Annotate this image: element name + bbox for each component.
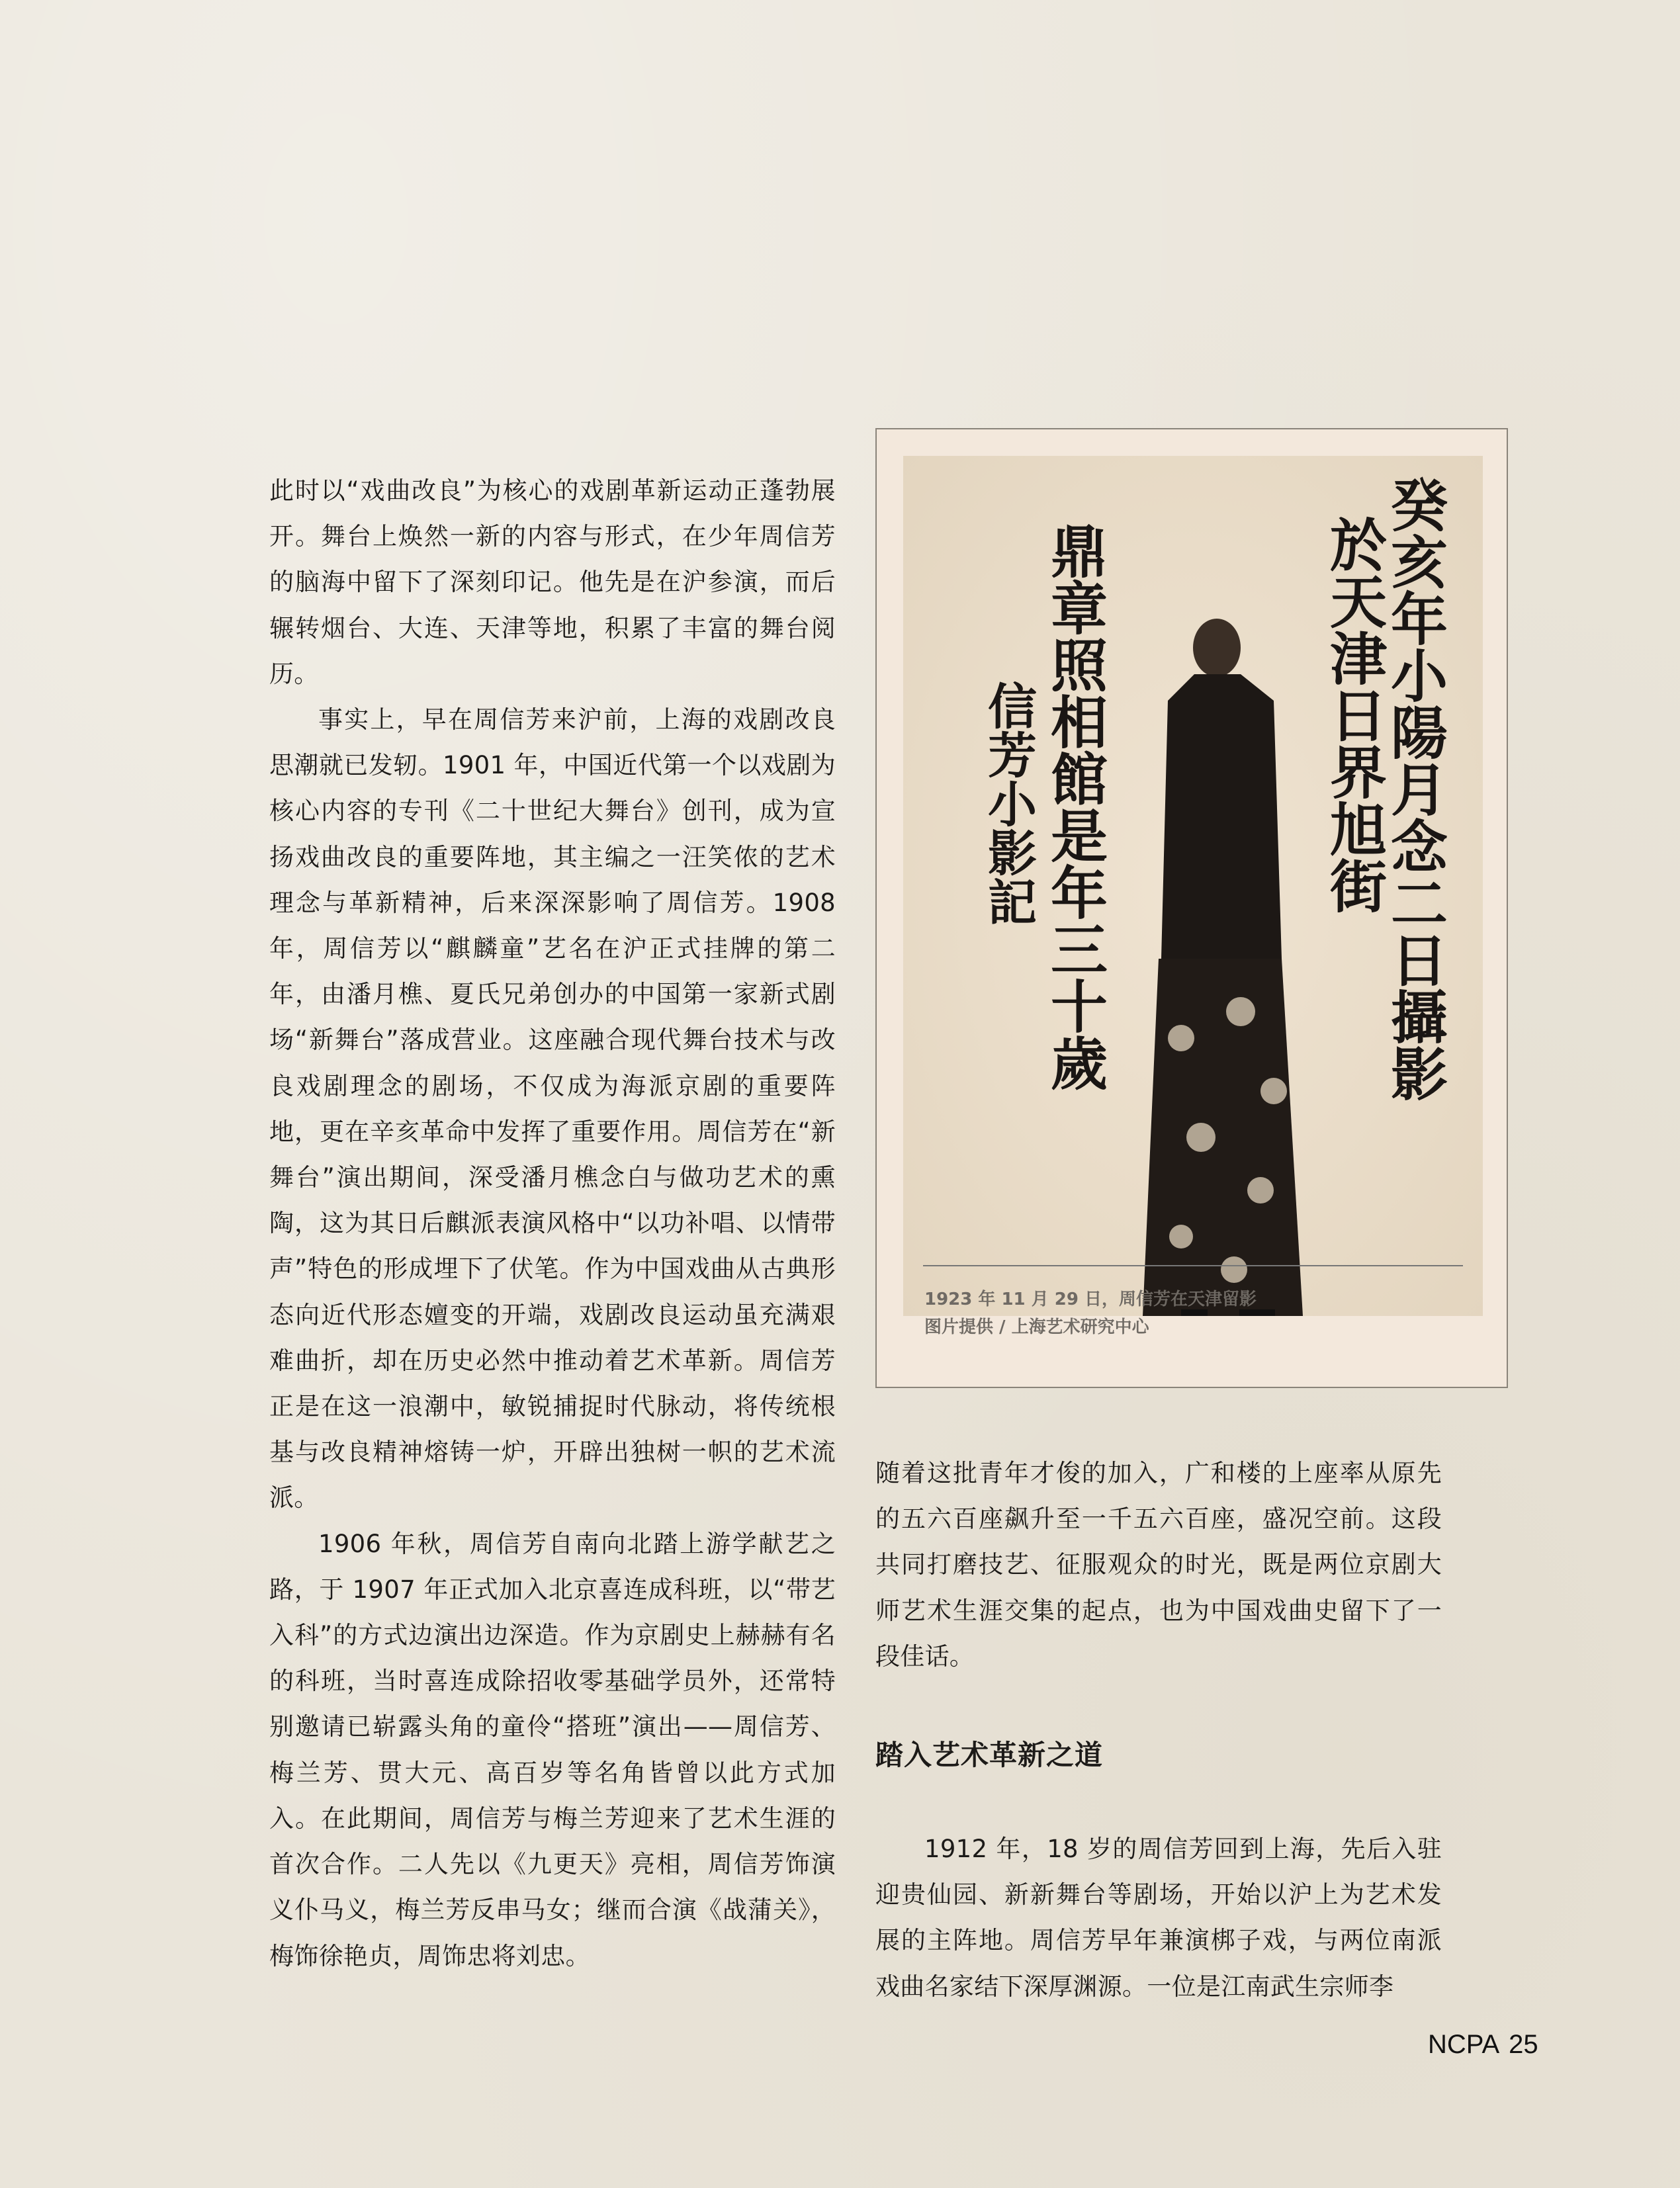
page-footer <box>1428 2030 1548 2060</box>
photo-figure <box>875 428 1508 1388</box>
paragraph-3: 1906 年秋，周信芳自南向北踏上游学献艺之路，于 1907 年正式加入北京喜连成科班，以“带艺入科”的方式边演出边深造。作为京剧史上赫赫有名的科班，当时喜连成除招收零基础学员外，还常特别邀请已崭露头角的童伶“搭班”演出——周信芳、梅兰芳、贯大元、高百岁等名角皆曾以此方式加入。在此期间，周信芳与梅兰芳迎来了艺术生涯的首次合作。二人先以《九更天》亮相，周信芳饰演义仆马义，梅兰芳反串马女；继而合演《战蒲关》，梅饰徐艳贞，周饰忠将刘忠。 <box>269 1529 836 1970</box>
paragraph-1: 此时以“戏曲改良”为核心的戏剧革新运动正蓬勃展开。舞台上焕然一新的内容与形式，在少年周信芳的脑海中留下了深刻印记。他先是在沪参演，而后辗转烟台、大连、天津等地，积累了丰富的舞台阅历。 <box>269 476 836 688</box>
page-number: 25 <box>1509 2030 1538 2059</box>
magazine-brand: NCPA <box>1428 2030 1500 2059</box>
article-right-column-bottom <box>875 1826 1442 2009</box>
photo-caption: 1923 年 11 月 29 日，周信芳在天津留影 <box>924 1290 1257 1309</box>
calligraphy-inscription-1: 癸亥年小陽月念二日攝影 <box>1381 476 1448 1102</box>
article-left-column <box>269 468 836 1979</box>
article-right-column-top <box>875 1450 1442 1679</box>
section-heading: 踏入艺术革新之道 <box>875 1739 1104 1771</box>
paragraph-5: 1912 年，18 岁的周信芳回到上海，先后入驻迎贵仙园、新新舞台等剧场，开始以沪上为艺术发展的主阵地。周信芳早年兼演梆子戏，与两位南派戏曲名家结下深厚渊源。一位是江南武生宗师李 <box>875 1835 1442 2001</box>
paragraph-2: 事实上，早在周信芳来沪前，上海的戏剧改良思潮就已发轫。1901 年，中国近代第一个以戏剧为核心内容的专刊《二十世纪大舞台》创刊，成为宣扬戏曲改良的重要阵地，其主编之一汪笑侬的艺术理念与革新精神，后来深深影响了周信芳。1908 年，周信芳以“麒麟童”艺名在沪正式挂牌的第二年，由潘月樵、夏氏兄弟创办的中国第一家新式剧场“新舞台”落成营业。这座融合现代舞台技术与改良戏剧理念的剧场，不仅成为海派京剧的重要阵地，更在辛亥革命中发挥了重要作用。周信芳在“新舞台”演出期间，深受潘月樵念白与做功艺术的熏陶，这为其日后麒派表演风格中“以功补唱、以情带声”特色的形成埋下了伏笔。作为中国戏曲从古典形态向近代形态嬗变的开端，戏剧改良运动虽充满艰难曲折，却在历史必然中推动着艺术革新。周信芳正是在这一浪潮中，敏锐捕捉时代脉动，将传统根基与改良精神熔铸一炉，开辟出独树一帜的艺术流派。 <box>269 705 836 1512</box>
calligraphy-inscription-2: 於天津日界旭街 <box>1320 515 1387 914</box>
historical-photo <box>903 456 1483 1316</box>
caption-divider <box>923 1265 1463 1266</box>
paragraph-4: 随着这批青年才俊的加入，广和楼的上座率从原先的五六百座飙升至一千五六百座，盛况空前。这段共同打磨技艺、征服观众的时光，既是两位京剧大师艺术生涯交集的起点，也为中国戏曲史留下了一段佳话。 <box>875 1459 1442 1671</box>
calligraphy-inscription-4: 信芳小影記 <box>980 681 1037 926</box>
calligraphy-inscription-3: 鼎章照相館是年三十歲 <box>1041 522 1108 1091</box>
photo-credit: 图片提供 / 上海艺术研究中心 <box>924 1317 1149 1337</box>
portrait-figure <box>903 456 1483 1316</box>
